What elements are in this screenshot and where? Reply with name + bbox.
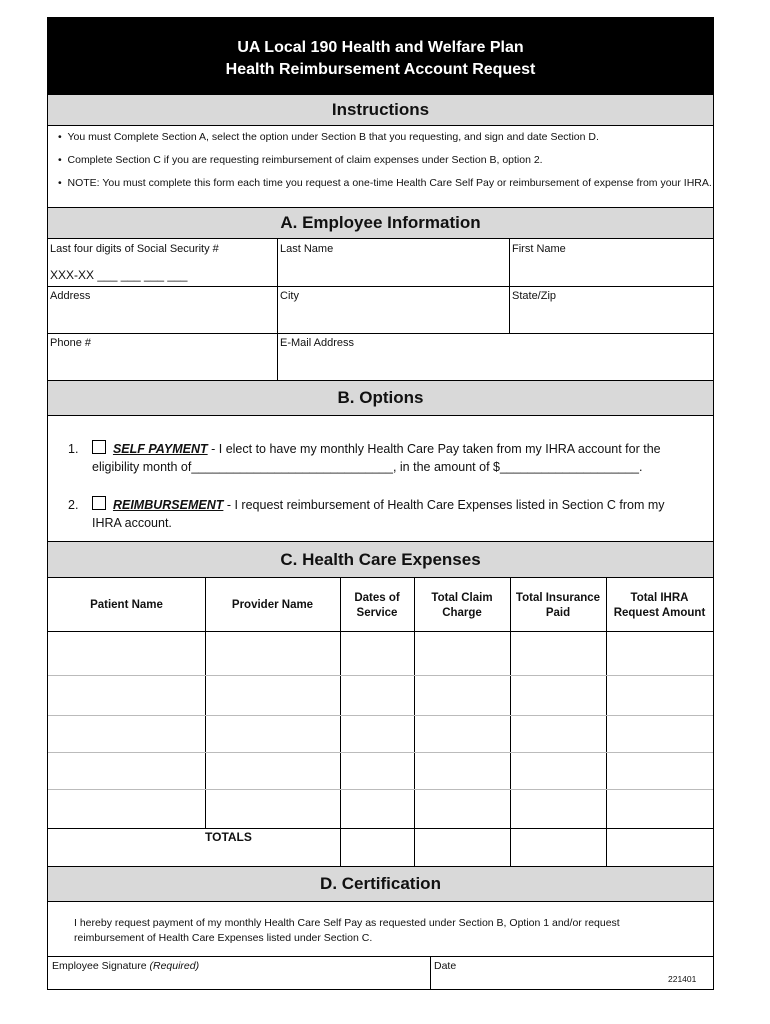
ssn-field[interactable]: XXX-XX ___ ___ ___ ___ [50, 268, 188, 282]
form-number: 221401 [668, 974, 697, 984]
first-name-field[interactable] [512, 258, 712, 284]
form-title-line2: Health Reimbursement Account Request [225, 61, 536, 78]
option-1-number: 1. [68, 442, 79, 456]
state-zip-label: State/Zip [512, 290, 557, 302]
last-name-label: Last Name [280, 243, 334, 255]
section-a-row-divider-2 [48, 333, 713, 334]
reimbursement-checkbox[interactable] [92, 496, 106, 510]
first-name-label: First Name [512, 243, 566, 255]
form-title-line1: UA Local 190 Health and Welfare Plan [237, 39, 524, 56]
city-field[interactable] [280, 305, 506, 331]
instruction-bullet-3: • NOTE: You must complete this form each time you request a one-time Health Care Self Pay or reimbursement of expense from your IHRA. [58, 177, 712, 189]
col-header-total-ihra-request: Total IHRA Request Amount [613, 592, 706, 619]
col-header-total-insurance-paid: Total Insurance Paid [515, 592, 601, 619]
section-b-heading: B. Options [48, 380, 713, 416]
phone-label: Phone # [50, 337, 91, 349]
section-a-heading: A. Employee Information [48, 207, 713, 239]
expense-row-2[interactable] [48, 676, 713, 715]
option-2 [92, 496, 712, 514]
self-payment-text-line2[interactable]: eligibility month of_____________________________, in the amount of $____________________. [92, 460, 643, 474]
signature-row-top [48, 956, 713, 957]
expense-row-5[interactable] [48, 790, 713, 828]
expense-row-1[interactable] [48, 632, 713, 675]
instruction-bullet-1: • You must Complete Section A, select the option under Section B that you requesting, and sign and date Section D. [58, 131, 599, 143]
reimbursement-text: - I request reimbursement of Health Care Expenses listed in Section C from my [223, 498, 665, 512]
self-payment-title: SELF PAYMENT [112, 442, 208, 456]
col-header-provider-name: Provider Name [231, 599, 314, 611]
section-a-col-divider-1 [277, 239, 278, 380]
date-field[interactable] [434, 973, 664, 988]
option-2-number: 2. [68, 498, 79, 512]
section-c-heading: C. Health Care Expenses [48, 541, 713, 578]
last-name-field[interactable] [280, 258, 506, 284]
address-label: Address [50, 290, 91, 302]
state-zip-field[interactable] [512, 305, 712, 331]
hra-request-form [47, 17, 714, 990]
city-label: City [280, 290, 299, 302]
section-d-heading: D. Certification [48, 866, 713, 902]
reimbursement-title: REIMBURSEMENT [112, 498, 224, 512]
self-payment-checkbox[interactable] [92, 440, 106, 454]
reimbursement-text-line2: IHRA account. [92, 516, 172, 530]
email-label: E-Mail Address [280, 337, 354, 349]
expense-row-4[interactable] [48, 753, 713, 789]
totals-label: TOTALS [205, 830, 252, 844]
option-1 [92, 440, 712, 458]
col-header-total-claim-charge: Total Claim Charge [431, 592, 493, 619]
signature-field[interactable] [52, 973, 426, 988]
address-field[interactable] [50, 305, 274, 331]
instructions-heading: Instructions [48, 94, 713, 126]
signature-date-divider [430, 956, 431, 989]
self-payment-text: - I elect to have my monthly Health Care Pay taken from my IHRA account for the [207, 442, 661, 456]
signature-label: Employee Signature (Required) [52, 960, 200, 972]
email-field[interactable] [280, 352, 710, 378]
section-a-row-divider-1 [48, 286, 713, 287]
col-header-dates-of-service: Dates of Service [354, 592, 400, 619]
form-title-bar [48, 18, 713, 94]
expense-row-3[interactable] [48, 716, 713, 752]
date-label: Date [434, 960, 457, 972]
expense-totals-divider [48, 828, 713, 829]
col-header-patient-name: Patient Name [90, 599, 163, 611]
phone-field[interactable] [50, 352, 274, 378]
certification-text: I hereby request payment of my monthly Health Care Self Pay as requested under Section B, Option 1 and/or request reimbursement of Health Care Expenses listed under Section C. [74, 917, 620, 944]
ssn-label: Last four digits of Social Security # [50, 243, 219, 255]
instruction-bullet-2: • Complete Section C if you are requesting reimbursement of claim expenses under Section B, option 2. [58, 154, 543, 166]
